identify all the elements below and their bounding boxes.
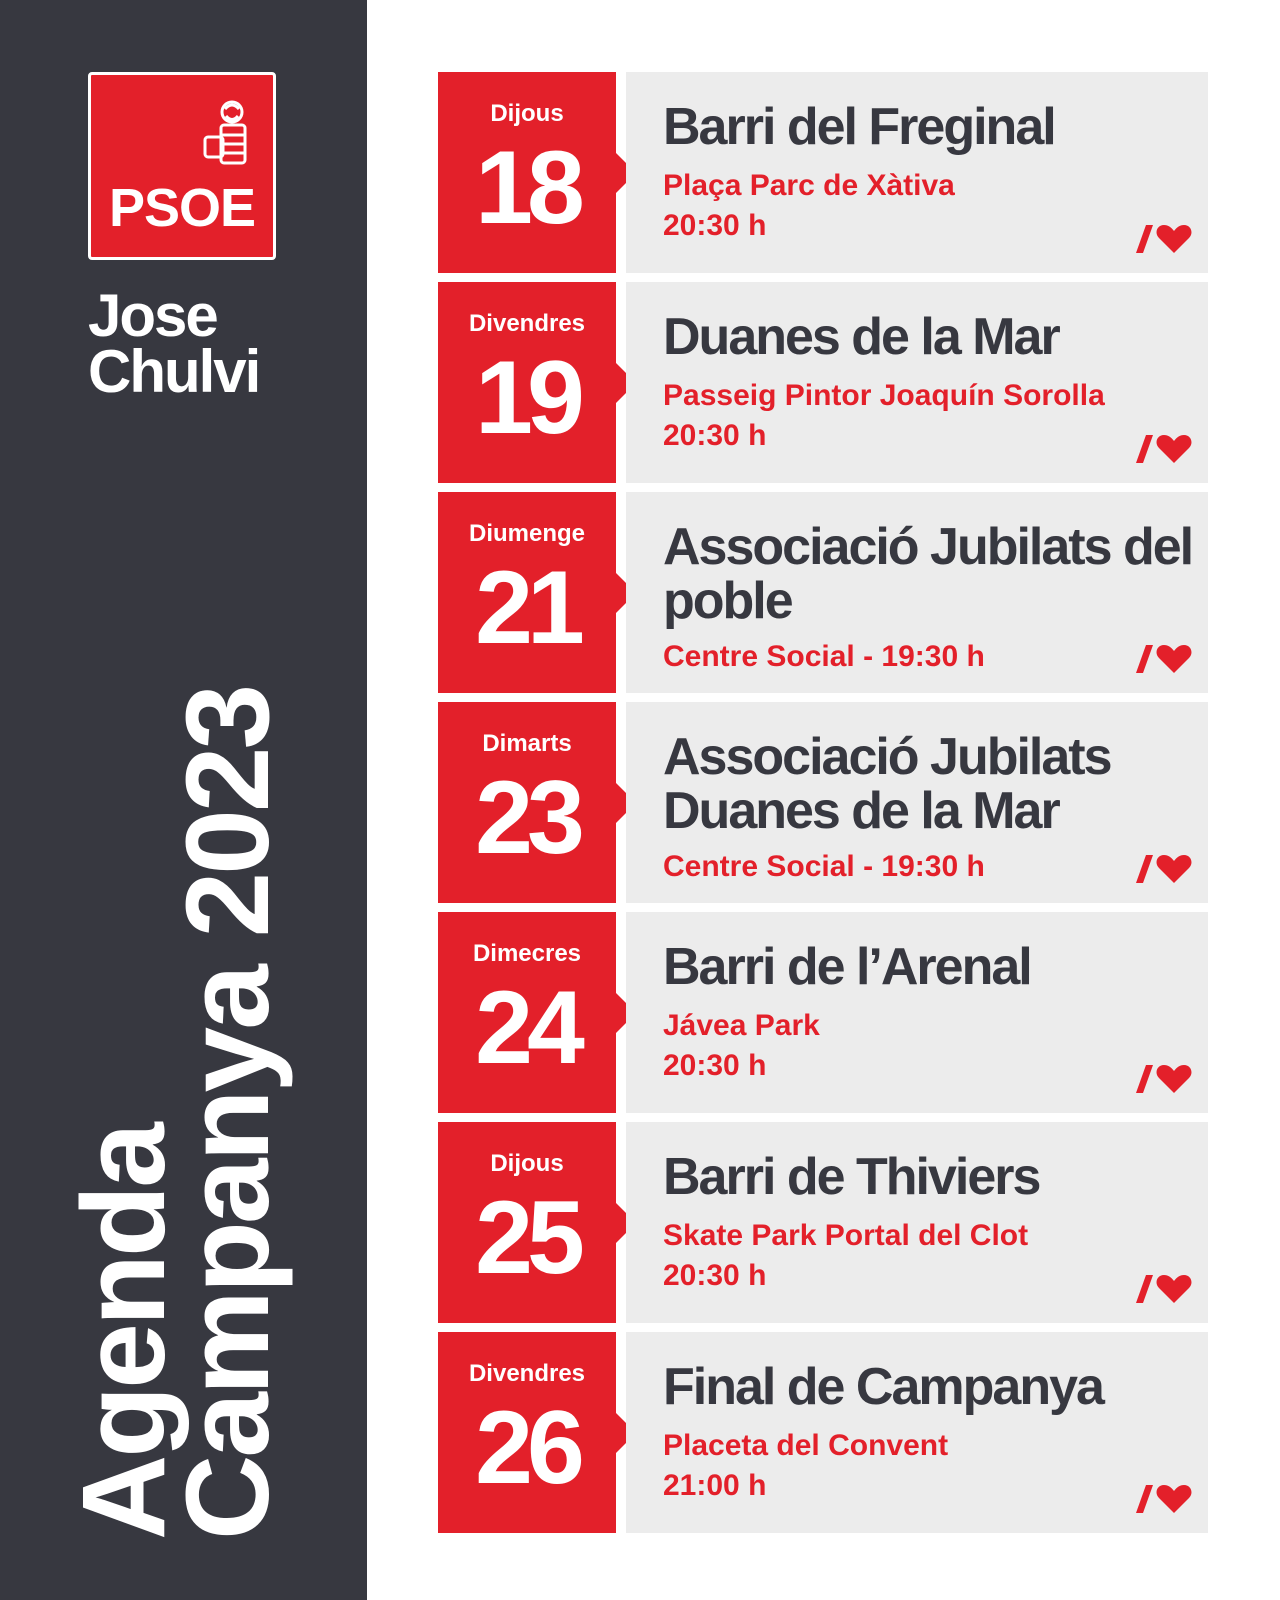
fist-and-rose-icon (199, 97, 255, 175)
campaign-title-line2: Campanya 2023 (162, 686, 294, 1540)
event-place: Associació Jubilats del poble (663, 518, 1193, 630)
campaign-title (58, 640, 294, 1540)
event-weekday: Dimarts (482, 730, 572, 757)
event-day: 18 (475, 130, 579, 246)
event-location: Plaça Parc de Xàtiva (663, 169, 955, 202)
event-time: 20:30 h (663, 209, 767, 242)
event-place: Duanes de la Mar (663, 308, 1059, 366)
slash-heart-icon (1132, 1271, 1192, 1305)
event-info (626, 1332, 1208, 1533)
event-day: 23 (475, 760, 579, 876)
logo-text: PSOE (108, 178, 256, 238)
event-date (438, 702, 616, 903)
slash-heart-icon (1132, 431, 1192, 465)
event-weekday: Diumenge (468, 520, 585, 547)
event-time: 21:00 h (663, 1469, 767, 1502)
event-location: Passeig Pintor Joaquín Sorolla (663, 379, 1105, 412)
sidebar (0, 0, 367, 1600)
candidate-name (88, 282, 260, 405)
event-place: Final de Campanya (663, 1358, 1103, 1416)
event-date (438, 282, 616, 483)
slash-heart-icon (1132, 1061, 1192, 1095)
event-item (438, 1122, 1208, 1323)
event-date (438, 1122, 616, 1323)
event-weekday: Divendres (468, 310, 586, 337)
event-info (626, 282, 1208, 483)
event-day: 19 (475, 340, 579, 456)
event-item (438, 702, 1208, 903)
event-date (438, 492, 616, 693)
psoe-logo (88, 72, 276, 260)
event-info (626, 1122, 1208, 1323)
slash-heart-icon (1132, 221, 1192, 255)
event-place: Barri del Freginal (663, 98, 1055, 156)
campaign-title-line1: Agenda (58, 1125, 190, 1540)
event-info (626, 72, 1208, 273)
event-day: 21 (475, 550, 579, 666)
event-place: Associació Jubilats Duanes de la Mar (663, 728, 1111, 840)
event-time: 20:30 h (663, 1259, 767, 1292)
event-day: 24 (475, 970, 579, 1086)
event-location: Placeta del Convent (663, 1429, 949, 1462)
event-date (438, 1332, 616, 1533)
event-location: Centre Social - 19:30 h (663, 850, 985, 883)
candidate-last-name: Chulvi (88, 338, 260, 405)
slash-heart-icon (1132, 1481, 1192, 1515)
event-weekday: Dijous (490, 1150, 564, 1177)
agenda-list (438, 72, 1208, 1542)
event-weekday: Divendres (468, 1360, 586, 1387)
event-date (438, 912, 616, 1113)
event-place: Barri de Thiviers (663, 1148, 1040, 1206)
event-item (438, 72, 1208, 273)
event-item (438, 492, 1208, 693)
event-info (626, 912, 1208, 1113)
event-date (438, 72, 616, 273)
event-item (438, 912, 1208, 1113)
event-weekday: Dijous (490, 100, 564, 127)
event-item (438, 1332, 1208, 1533)
event-time: 20:30 h (663, 1049, 767, 1082)
event-place: Barri de l’Arenal (663, 938, 1031, 996)
slash-heart-icon (1132, 851, 1192, 885)
event-item (438, 282, 1208, 483)
event-time: 20:30 h (663, 419, 767, 452)
candidate-first-name: Jose (88, 282, 217, 349)
event-location: Jávea Park (663, 1009, 820, 1042)
event-info (626, 702, 1208, 903)
event-weekday: Dimecres (472, 940, 582, 967)
event-info (626, 492, 1208, 693)
event-location: Skate Park Portal del Clot (663, 1219, 1029, 1252)
event-day: 26 (475, 1390, 579, 1506)
event-location: Centre Social - 19:30 h (663, 640, 985, 673)
slash-heart-icon (1132, 641, 1192, 675)
event-day: 25 (475, 1180, 579, 1296)
